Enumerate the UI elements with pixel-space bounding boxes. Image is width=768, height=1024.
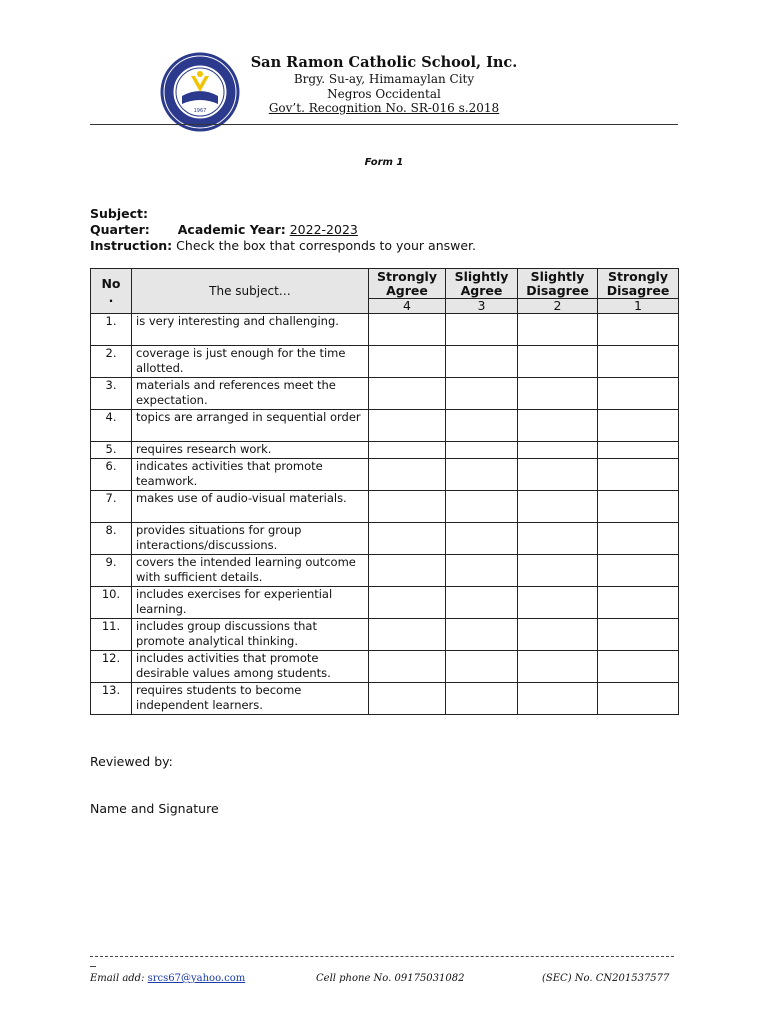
rating-checkbox-4[interactable] [369, 314, 446, 346]
header-strongly-disagree-line2: Disagree [606, 283, 670, 298]
school-name: San Ramon Catholic School, Inc. [250, 54, 518, 71]
rating-checkbox-4[interactable] [369, 619, 446, 651]
reviewed-by-label: Reviewed by: [90, 754, 173, 769]
rating-checkbox-3[interactable] [446, 314, 518, 346]
header-divider [90, 124, 678, 125]
footer-email [90, 973, 245, 984]
rating-checkbox-4[interactable] [369, 346, 446, 378]
rating-checkbox-4[interactable] [369, 555, 446, 587]
row-statement: requires students to become independent learners. [132, 683, 369, 715]
rating-checkbox-4[interactable] [369, 683, 446, 715]
row-statement: requires research work. [132, 442, 369, 459]
form-title: Form 1 [364, 157, 404, 168]
rating-checkbox-1[interactable] [598, 378, 679, 410]
rating-checkbox-3[interactable] [446, 491, 518, 523]
table-row [91, 459, 679, 491]
footer-sec-number: (SEC) No. CN201537577 [542, 973, 670, 984]
rating-checkbox-3[interactable] [446, 619, 518, 651]
row-number: 10. [91, 587, 132, 619]
rating-checkbox-1[interactable] [598, 651, 679, 683]
table-row [91, 651, 679, 683]
rating-checkbox-2[interactable] [518, 442, 598, 459]
header-strongly-agree [369, 269, 446, 299]
row-number: 5. [91, 442, 132, 459]
row-statement: indicates activities that promote teamwork. [132, 459, 369, 491]
rating-checkbox-2[interactable] [518, 555, 598, 587]
rating-checkbox-1[interactable] [598, 683, 679, 715]
row-number: 11. [91, 619, 132, 651]
table-row [91, 587, 679, 619]
school-province: Negros Occidental [327, 87, 441, 101]
rating-checkbox-3[interactable] [446, 378, 518, 410]
rating-checkbox-3[interactable] [446, 346, 518, 378]
email-label: Email add: [90, 973, 145, 984]
rating-checkbox-3[interactable] [446, 410, 518, 442]
rating-checkbox-3[interactable] [446, 523, 518, 555]
header-no-dot: . [108, 290, 114, 305]
rating-value-3: 3 [446, 299, 518, 314]
row-number: 3. [91, 378, 132, 410]
row-statement: coverage is just enough for the time allotted. [132, 346, 369, 378]
table-row [91, 683, 679, 715]
table-row [91, 314, 679, 346]
row-number: 13. [91, 683, 132, 715]
rating-checkbox-2[interactable] [518, 314, 598, 346]
rating-checkbox-3[interactable] [446, 555, 518, 587]
rating-checkbox-1[interactable] [598, 491, 679, 523]
header-slightly-agree [446, 269, 518, 299]
header-no-label: No [101, 276, 121, 291]
header-strongly-disagree-line1: Strongly [607, 269, 668, 284]
footer-cellphone: Cell phone No. 09175031082 [316, 973, 465, 984]
rating-checkbox-2[interactable] [518, 683, 598, 715]
rating-checkbox-3[interactable] [446, 587, 518, 619]
rating-checkbox-1[interactable] [598, 459, 679, 491]
instruction-field [90, 238, 476, 253]
rating-checkbox-1[interactable] [598, 442, 679, 459]
header-subject: The subject… [132, 269, 369, 314]
row-statement: includes activities that promote desirable values among students. [132, 651, 369, 683]
table-row [91, 491, 679, 523]
footer-divider [90, 956, 674, 959]
row-number: 12. [91, 651, 132, 683]
rating-checkbox-3[interactable] [446, 651, 518, 683]
svg-text:1967: 1967 [193, 108, 207, 114]
academic-year-label: Academic Year: [177, 222, 286, 237]
rating-checkbox-3[interactable] [446, 683, 518, 715]
quarter-label: Quarter: [90, 222, 150, 237]
header-slightly-disagree [518, 269, 598, 299]
header-slightly-disagree-line1: Slightly [530, 269, 585, 284]
school-address: Brgy. Su-ay, Himamaylan City [293, 72, 475, 86]
subject-field [90, 206, 148, 221]
rating-checkbox-4[interactable] [369, 442, 446, 459]
table-row [91, 523, 679, 555]
header-slightly-agree-line2: Agree [460, 283, 503, 298]
header-no [91, 269, 132, 314]
rating-value-1: 1 [598, 299, 679, 314]
rating-checkbox-3[interactable] [446, 442, 518, 459]
row-number: 4. [91, 410, 132, 442]
rating-checkbox-4[interactable] [369, 523, 446, 555]
recognition-number: Gov’t. Recognition No. SR-016 s.2018 [268, 101, 500, 115]
table-row [91, 619, 679, 651]
header-strongly-disagree [598, 269, 679, 299]
rating-checkbox-4[interactable] [369, 491, 446, 523]
name-signature-label: Name and Signature [90, 801, 219, 816]
rating-checkbox-1[interactable] [598, 314, 679, 346]
row-number: 8. [91, 523, 132, 555]
table-row [91, 442, 679, 459]
rating-checkbox-2[interactable] [518, 459, 598, 491]
row-statement: materials and references meet the expectation. [132, 378, 369, 410]
rating-checkbox-1[interactable] [598, 346, 679, 378]
rating-checkbox-2[interactable] [518, 346, 598, 378]
rating-checkbox-2[interactable] [518, 587, 598, 619]
rating-checkbox-4[interactable] [369, 651, 446, 683]
row-number: 1. [91, 314, 132, 346]
rating-value-4: 4 [369, 299, 446, 314]
header-strongly-agree-line2: Agree [386, 283, 428, 298]
header-slightly-agree-line1: Slightly [454, 269, 509, 284]
rating-checkbox-1[interactable] [598, 587, 679, 619]
rating-checkbox-2[interactable] [518, 410, 598, 442]
table-row [91, 555, 679, 587]
row-number: 7. [91, 491, 132, 523]
row-statement: includes exercises for experiential learning. [132, 587, 369, 619]
table-row [91, 346, 679, 378]
instruction-label: Instruction: [90, 238, 173, 253]
email-link[interactable]: srcs67@yahoo.com [147, 973, 246, 984]
rating-checkbox-4[interactable] [369, 459, 446, 491]
table-row [91, 378, 679, 410]
rating-checkbox-2[interactable] [518, 523, 598, 555]
row-statement: includes group discussions that promote analytical thinking. [132, 619, 369, 651]
header-slightly-disagree-line2: Disagree [526, 283, 589, 298]
rating-checkbox-2[interactable] [518, 491, 598, 523]
survey-table [90, 268, 679, 715]
rating-checkbox-4[interactable] [369, 378, 446, 410]
quarter-year-field [90, 222, 358, 237]
rating-checkbox-1[interactable] [598, 555, 679, 587]
rating-checkbox-4[interactable] [369, 587, 446, 619]
rating-checkbox-2[interactable] [518, 619, 598, 651]
rating-checkbox-3[interactable] [446, 459, 518, 491]
row-number: 6. [91, 459, 132, 491]
subject-label: Subject: [90, 206, 148, 221]
header-strongly-agree-line1: Strongly [376, 269, 437, 284]
row-statement: is very interesting and challenging. [132, 314, 369, 346]
rating-checkbox-4[interactable] [369, 410, 446, 442]
academic-year-value: 2022-2023 [289, 222, 358, 237]
rating-checkbox-1[interactable] [598, 619, 679, 651]
rating-checkbox-1[interactable] [598, 523, 679, 555]
row-statement: makes use of audio-visual materials. [132, 491, 369, 523]
footer-divider-stub [90, 966, 96, 967]
row-number: 2. [91, 346, 132, 378]
row-statement: covers the intended learning outcome with sufficient details. [132, 555, 369, 587]
rating-checkbox-2[interactable] [518, 378, 598, 410]
row-number: 9. [91, 555, 132, 587]
rating-value-2: 2 [518, 299, 598, 314]
rating-checkbox-2[interactable] [518, 651, 598, 683]
row-statement: topics are arranged in sequential order [132, 410, 369, 442]
instruction-text: Check the box that corresponds to your answer. [176, 238, 477, 253]
table-row [91, 410, 679, 442]
row-statement: provides situations for group interactions/discussions. [132, 523, 369, 555]
school-logo [160, 52, 240, 132]
rating-checkbox-1[interactable] [598, 410, 679, 442]
